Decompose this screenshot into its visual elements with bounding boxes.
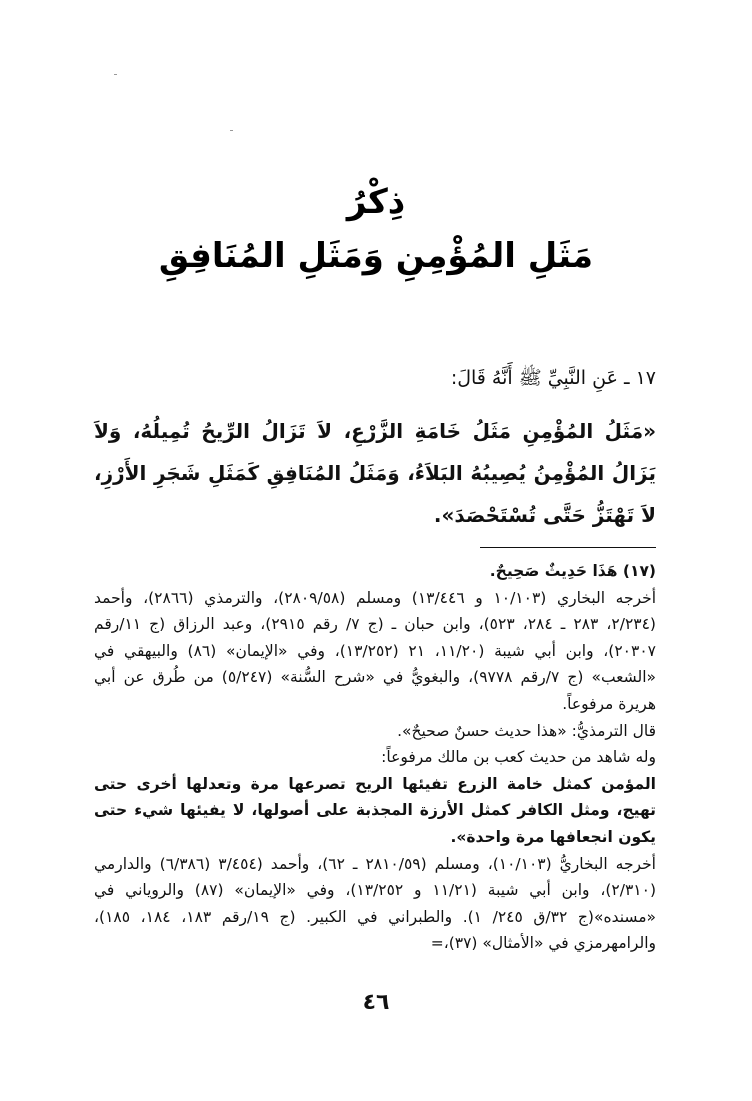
footnotes (94, 558, 656, 957)
footnote-paragraph: قال الترمذيُّ: «هذا حديث حسنٌ صحيحٌ». (397, 721, 656, 740)
chapter-title: ذِكْرُ (346, 182, 406, 222)
footnote-paragraph: وله شاهد من حديث كعب بن مالك مرفوعاً: (381, 748, 656, 767)
scan-speck (230, 130, 233, 131)
footnote-heading: (١٧) هَذَا حَدِيثٌ صَحِيحٌ. (489, 562, 656, 580)
footnote-paragraph: أخرجه البخاري (١٠/١٠٣ و ١٣/٤٤٦) ومسلم (٢٨٠٩/٥٨)، والترمذي (٢٨٦٦)، وأحمد (٢/٢٣٤، ٢٨٣ ـ ٢٨٤، ٥٢٣)، وابن حبان ـ (ج ٧/ رقم ٢٩١٥)، وعبد الرزاق (ج ١١/رقم ٢٠٣٠٧)، وابن أبي شيبة (١١/٢٠، ٢١ (١٣/٢٥٢)، وفي «الإيمان» (٨٦) والبيهقي في «الشعب» (ج ٧/رقم ٩٧٧٨)، والبغويُّ في «شرح السُّنة» (٥/٢٤٧) من طُرق عن أبي هريرة مرفوعاً. (94, 588, 657, 713)
scan-speck (114, 74, 117, 75)
page-number: ٤٦ (362, 990, 390, 1015)
hadith-text: «مَثَلُ المُؤْمِنِ مَثَلُ خَامَةِ الزَّرْعِ، لاَ تَزَالُ الرِّيحُ تُمِيلُهُ، وَلاَ يَزَالُ المُؤْمِنُ يُصِيبُهُ البَلاَءُ، وَمَثَلُ المُنَافِقِ كَمَثَلِ شَجَرِ الأَرْزِ، لاَ تَهْتَزُّ حَتَّى تُسْتَحْصَدَ». (94, 419, 656, 527)
hadith-intro: ١٧ ـ عَنِ النَّبِيِّ ﷺ أَنَّهُ قَالَ: (450, 367, 656, 389)
chapter-subtitle: مَثَلِ المُؤْمِنِ وَمَثَلِ المُنَافِقِ (158, 236, 594, 276)
footnote-separator (480, 547, 656, 548)
footnote-quote: المؤمن كمثل خامة الزرع تفيئها الريح تصرعها مرة وتعدلها أخرى حتى تهيج، ومثل الكافر كمثل الأرزة المجذبة على أصولها، لا يفيئها شيء حتى يكون انجعافها مرة واحدة». (94, 774, 656, 846)
footnote-paragraph: أخرجه البخاريُّ (١٠/١٠٣)، ومسلم (٢٨١٠/٥٩ ـ ٦٢)، وأحمد (٣/٤٥٤ (٦/٣٨٦) والدارمي (٢/٣١٠)، وابن أبي شيبة (١١/٢١ و ١٣/٢٥٢)، وفي «الإيمان» (٨٧) والروياني في «مسنده»(ج ٣٢/ق ٢٤٥/ ١). والطبراني في الكبير. (ج ١٩/رقم ١٨٣، ١٨٤، ١٨٥)، والرامهرمزي في «الأمثال» (٣٧)،= (94, 854, 656, 953)
